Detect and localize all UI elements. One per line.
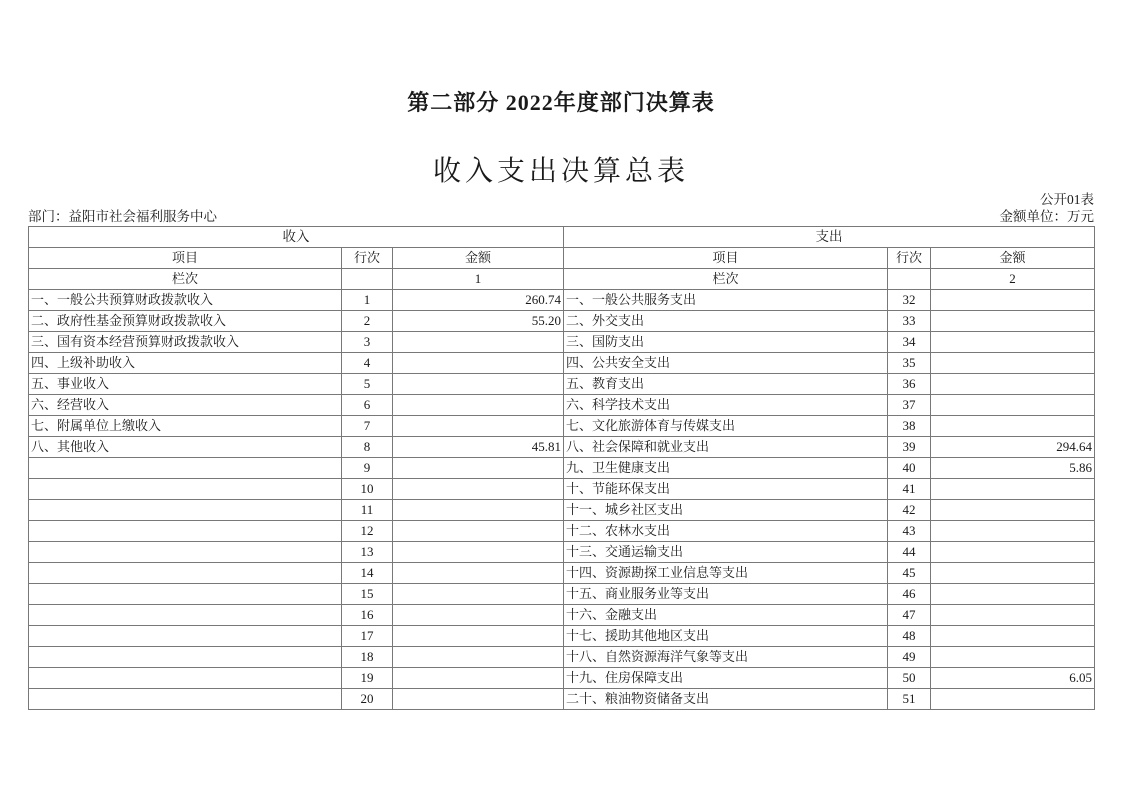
expenditure-item-cell: 一、一般公共服务支出: [564, 290, 888, 311]
expenditure-item-cell: 十三、交通运输支出: [564, 542, 888, 563]
income-amount-cell: [393, 395, 564, 416]
expenditure-item-cell: 九、卫生健康支出: [564, 458, 888, 479]
expenditure-amount-cell: [931, 521, 1095, 542]
income-expenditure-table: [28, 226, 1095, 710]
income-amount-cell: [393, 374, 564, 395]
table-row: [29, 311, 1095, 332]
expenditure-item-cell: 五、教育支出: [564, 374, 888, 395]
income-lanci-value: 1: [393, 269, 564, 290]
income-amount-cell: [393, 353, 564, 374]
income-amount-cell: [393, 521, 564, 542]
expenditure-amount-cell: [931, 584, 1095, 605]
income-amount-cell: [393, 584, 564, 605]
income-amount-cell: 260.74: [393, 290, 564, 311]
expenditure-item-cell: 十四、资源勘探工业信息等支出: [564, 563, 888, 584]
expenditure-item-cell: 三、国防支出: [564, 332, 888, 353]
expenditure-line-cell: 33: [888, 311, 931, 332]
section-header-row: [29, 227, 1095, 248]
income-item-cell: 四、上级补助收入: [29, 353, 342, 374]
expenditure-amount-cell: [931, 563, 1095, 584]
income-section-header: 收入: [29, 227, 564, 248]
expenditure-item-cell: 十六、金融支出: [564, 605, 888, 626]
table-row: [29, 458, 1095, 479]
income-amount-cell: [393, 458, 564, 479]
expenditure-line-cell: 48: [888, 626, 931, 647]
expenditure-amount-cell: 5.86: [931, 458, 1095, 479]
income-amount-cell: [393, 605, 564, 626]
part-title: 第二部分 2022年度部门决算表: [407, 90, 715, 115]
table-row: [29, 374, 1095, 395]
expenditure-line-cell: 32: [888, 290, 931, 311]
table-row: [29, 395, 1095, 416]
expenditure-line-cell: 49: [888, 647, 931, 668]
table-row: [29, 521, 1095, 542]
expenditure-item-cell: 六、科学技术支出: [564, 395, 888, 416]
income-item-cell: 五、事业收入: [29, 374, 342, 395]
table-row: [29, 563, 1095, 584]
table-row: [29, 437, 1095, 458]
expenditure-line-cell: 42: [888, 500, 931, 521]
income-line-cell: 20: [342, 689, 393, 710]
expenditure-amount-cell: [931, 605, 1095, 626]
expenditure-amount-cell: 6.05: [931, 668, 1095, 689]
income-amount-cell: [393, 647, 564, 668]
expenditure-amount-cell: [931, 689, 1095, 710]
expenditure-item-cell: 四、公共安全支出: [564, 353, 888, 374]
income-amount-cell: [393, 542, 564, 563]
income-item-cell: [29, 563, 342, 584]
table-row: [29, 647, 1095, 668]
income-line-cell: 5: [342, 374, 393, 395]
table-row: [29, 290, 1095, 311]
income-item-cell: 六、经营收入: [29, 395, 342, 416]
income-item-cell: 一、一般公共预算财政拨款收入: [29, 290, 342, 311]
table-title: 收入支出决算总表: [432, 156, 689, 187]
expenditure-lanci-value: 2: [931, 269, 1095, 290]
expenditure-line-cell: 44: [888, 542, 931, 563]
expenditure-line-column-header: 行次: [888, 248, 931, 269]
expenditure-item-cell: 十二、农林水支出: [564, 521, 888, 542]
income-amount-cell: [393, 416, 564, 437]
income-line-cell: 2: [342, 311, 393, 332]
income-item-cell: [29, 605, 342, 626]
income-item-column-header: 项目: [29, 248, 342, 269]
table-row: [29, 605, 1095, 626]
expenditure-line-cell: 39: [888, 437, 931, 458]
expenditure-line-cell: 46: [888, 584, 931, 605]
expenditure-amount-cell: [931, 353, 1095, 374]
expenditure-amount-column-header: 金额: [931, 248, 1095, 269]
income-item-cell: [29, 689, 342, 710]
expenditure-amount-cell: [931, 542, 1095, 563]
table-row: [29, 479, 1095, 500]
income-item-cell: [29, 626, 342, 647]
income-line-cell: 18: [342, 647, 393, 668]
income-item-cell: [29, 500, 342, 521]
income-line-cell: 14: [342, 563, 393, 584]
expenditure-amount-cell: [931, 416, 1095, 437]
income-item-cell: 八、其他收入: [29, 437, 342, 458]
expenditure-line-cell: 41: [888, 479, 931, 500]
table-row: [29, 332, 1095, 353]
income-item-cell: [29, 521, 342, 542]
income-line-cell: 16: [342, 605, 393, 626]
expenditure-item-cell: 十、节能环保支出: [564, 479, 888, 500]
income-line-cell: 4: [342, 353, 393, 374]
income-amount-cell: [393, 626, 564, 647]
income-lanci-label: 栏次: [29, 269, 342, 290]
income-line-cell: 12: [342, 521, 393, 542]
income-amount-cell: [393, 500, 564, 521]
expenditure-line-cell: 51: [888, 689, 931, 710]
income-line-cell: 6: [342, 395, 393, 416]
expenditure-line-cell: 47: [888, 605, 931, 626]
table-row: [29, 626, 1095, 647]
table-row: [29, 584, 1095, 605]
income-amount-cell: [393, 563, 564, 584]
income-amount-cell: [393, 668, 564, 689]
table-row: [29, 416, 1095, 437]
income-item-cell: [29, 458, 342, 479]
expenditure-amount-cell: [931, 647, 1095, 668]
income-amount-cell: [393, 479, 564, 500]
expenditure-item-cell: 二、外交支出: [564, 311, 888, 332]
expenditure-item-cell: 十七、援助其他地区支出: [564, 626, 888, 647]
expenditure-line-cell: 50: [888, 668, 931, 689]
expenditure-item-cell: 二十、粮油物资储备支出: [564, 689, 888, 710]
expenditure-amount-cell: 294.64: [931, 437, 1095, 458]
income-item-cell: [29, 542, 342, 563]
income-lanci-empty-cell: [342, 269, 393, 290]
expenditure-lanci-label: 栏次: [564, 269, 888, 290]
table-row: [29, 542, 1095, 563]
expenditure-amount-cell: [931, 626, 1095, 647]
income-amount-column-header: 金额: [393, 248, 564, 269]
expenditure-amount-cell: [931, 395, 1095, 416]
income-item-cell: 七、附属单位上缴收入: [29, 416, 342, 437]
expenditure-amount-cell: [931, 479, 1095, 500]
column-index-row: [29, 269, 1095, 290]
expenditure-amount-cell: [931, 290, 1095, 311]
table-row: [29, 668, 1095, 689]
income-item-cell: 二、政府性基金预算财政拨款收入: [29, 311, 342, 332]
expenditure-section-header: 支出: [564, 227, 1095, 248]
table-body: [29, 290, 1095, 710]
income-line-column-header: 行次: [342, 248, 393, 269]
income-amount-cell: [393, 689, 564, 710]
expenditure-item-cell: 十一、城乡社区支出: [564, 500, 888, 521]
income-item-cell: 三、国有资本经营预算财政拨款收入: [29, 332, 342, 353]
income-line-cell: 13: [342, 542, 393, 563]
expenditure-item-cell: 十九、住房保障支出: [564, 668, 888, 689]
amount-unit-label: 金额单位：万元: [999, 209, 1094, 224]
expenditure-line-cell: 35: [888, 353, 931, 374]
income-line-cell: 11: [342, 500, 393, 521]
income-line-cell: 3: [342, 332, 393, 353]
expenditure-line-cell: 37: [888, 395, 931, 416]
table-row: [29, 353, 1095, 374]
expenditure-amount-cell: [931, 332, 1095, 353]
income-amount-cell: 55.20: [393, 311, 564, 332]
table-row: [29, 689, 1095, 710]
income-line-cell: 15: [342, 584, 393, 605]
expenditure-amount-cell: [931, 500, 1095, 521]
income-item-cell: [29, 479, 342, 500]
expenditure-amount-cell: [931, 311, 1095, 332]
expenditure-line-cell: 43: [888, 521, 931, 542]
expenditure-item-cell: 十八、自然资源海洋气象等支出: [564, 647, 888, 668]
expenditure-item-cell: 八、社会保障和就业支出: [564, 437, 888, 458]
income-amount-cell: [393, 332, 564, 353]
expenditure-line-cell: 36: [888, 374, 931, 395]
expenditure-lanci-empty-cell: [888, 269, 931, 290]
income-amount-cell: 45.81: [393, 437, 564, 458]
expenditure-line-cell: 45: [888, 563, 931, 584]
income-line-cell: 7: [342, 416, 393, 437]
expenditure-item-column-header: 项目: [564, 248, 888, 269]
expenditure-item-cell: 七、文化旅游体育与传媒支出: [564, 416, 888, 437]
expenditure-line-cell: 40: [888, 458, 931, 479]
expenditure-amount-cell: [931, 374, 1095, 395]
expenditure-line-cell: 38: [888, 416, 931, 437]
income-line-cell: 9: [342, 458, 393, 479]
income-line-cell: 17: [342, 626, 393, 647]
table-row: [29, 500, 1095, 521]
column-header-row: [29, 248, 1095, 269]
income-item-cell: [29, 647, 342, 668]
income-line-cell: 19: [342, 668, 393, 689]
expenditure-item-cell: 十五、商业服务业等支出: [564, 584, 888, 605]
income-item-cell: [29, 668, 342, 689]
income-line-cell: 1: [342, 290, 393, 311]
department-label: 部门：益阳市社会福利服务中心: [28, 209, 217, 224]
expenditure-line-cell: 34: [888, 332, 931, 353]
income-item-cell: [29, 584, 342, 605]
income-line-cell: 8: [342, 437, 393, 458]
income-line-cell: 10: [342, 479, 393, 500]
table-code-label: 公开01表: [1040, 192, 1094, 207]
